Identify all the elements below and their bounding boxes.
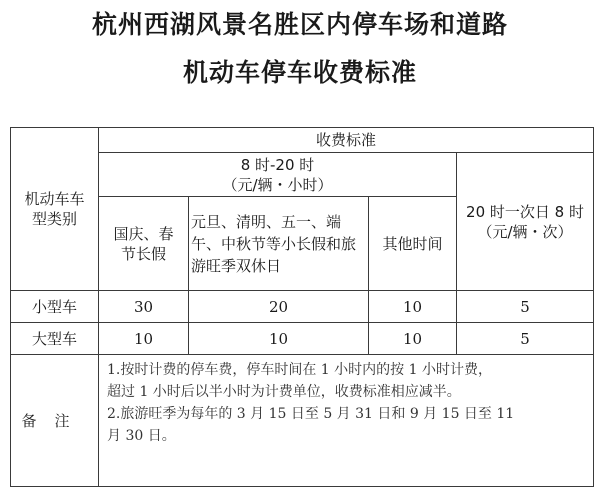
vehicle-type-header-text: 机动车车型类别: [24, 190, 85, 228]
note-line-1: 1.按时计费的停车费，停车时间在 1 小时内的按 1 小时计费，: [107, 362, 492, 378]
note-line-4: 月 30 日。: [107, 428, 176, 444]
cell-large-other: 10: [369, 323, 457, 355]
cell-small-other: 10: [369, 291, 457, 323]
row-type-small: 小型车: [11, 291, 99, 323]
subheader-national-holidays: [99, 197, 189, 291]
cell-large-national: 10: [99, 323, 189, 355]
cell-small-holidays: 20: [189, 291, 369, 323]
table-row: [11, 323, 594, 355]
note-line-3: 2.旅游旺季为每年的 3 月 15 日至 5 月 31 日和 9 月 15 日至 11: [107, 406, 515, 422]
night-header: [457, 153, 594, 291]
note-line-2: 超过 1 小时后以半小时为计费单位，收费标准相应减半。: [107, 384, 461, 400]
subheader-short-holidays-text: 元旦、清明、五一、端午、中秋节等小长假和旅游旺季双休日: [191, 212, 357, 275]
subheader-other-time: 其他时间: [369, 197, 457, 291]
row-type-large: 大型车: [11, 323, 99, 355]
daytime-header: 8 时-20 时 （元/辆・小时）: [99, 153, 457, 197]
cell-large-holidays: 10: [189, 323, 369, 355]
cell-small-national: 30: [99, 291, 189, 323]
notes-cell: [99, 355, 594, 487]
night-header-text: 20 时一次日 8 时 （元/辆・次）: [466, 202, 584, 241]
document-title-line2: 机动车停车收费标准: [182, 58, 417, 87]
subheader-short-holidays: [189, 197, 369, 291]
table-row: [11, 291, 594, 323]
document-title-line1: 杭州西湖风景名胜区内停车场和道路: [91, 10, 508, 39]
cell-small-night: 5: [457, 291, 594, 323]
fee-standard-header: 收费标准: [99, 128, 594, 153]
notes-label: 备注: [11, 355, 99, 487]
fee-table: [10, 127, 594, 487]
cell-large-night: 5: [457, 323, 594, 355]
vehicle-type-header: [11, 128, 99, 291]
subheader-national-holidays-text: 国庆、春节长假: [113, 224, 174, 263]
